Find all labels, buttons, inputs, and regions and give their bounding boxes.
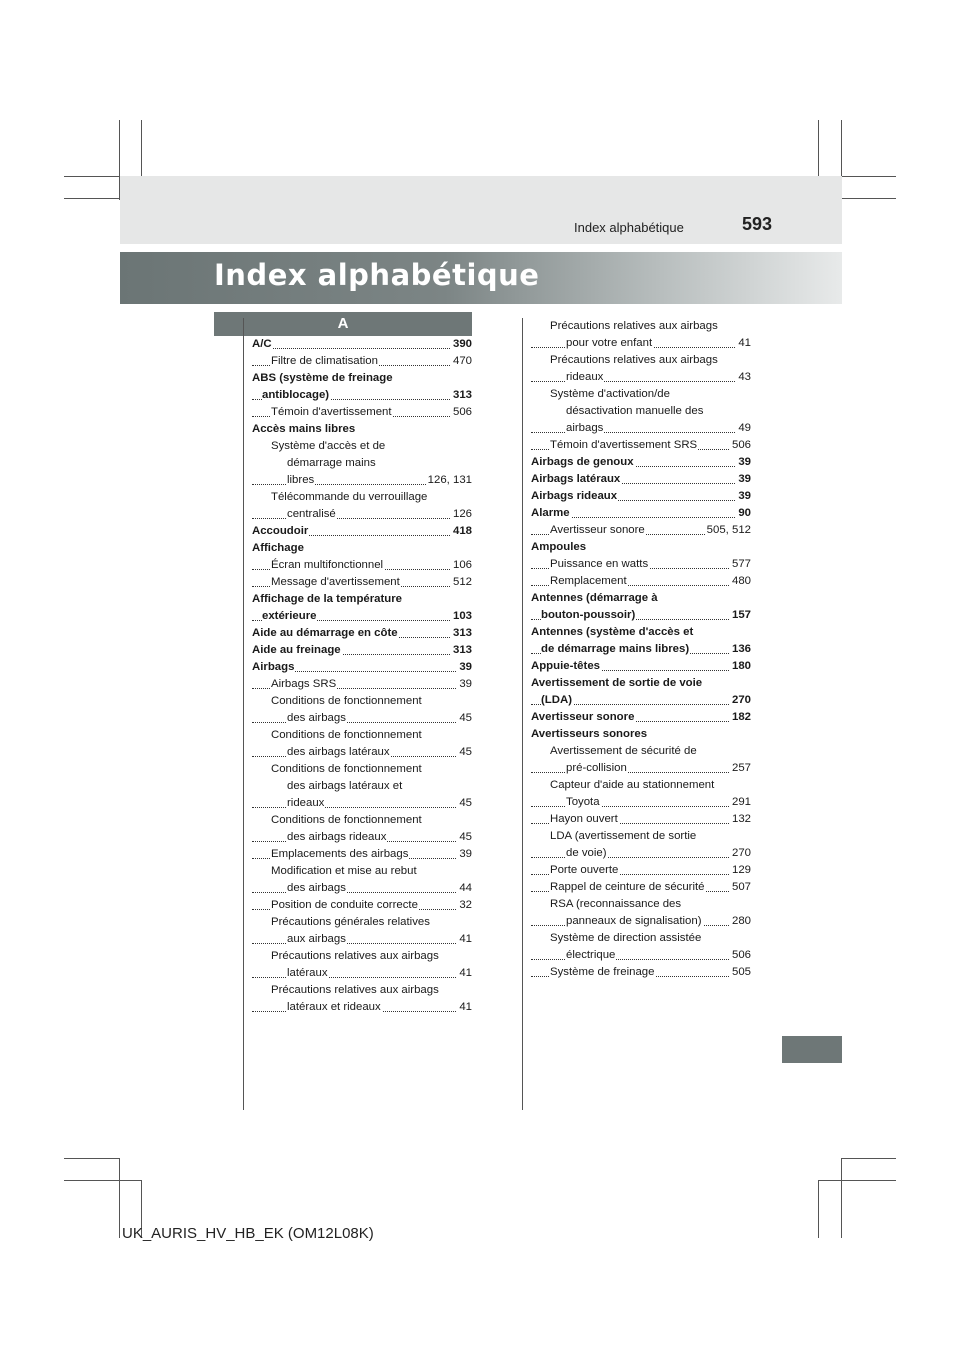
index-entry-text: LDA (avertissement de sortie bbox=[550, 830, 697, 842]
column-divider bbox=[243, 318, 244, 1110]
index-entry-page: 39 bbox=[736, 471, 751, 488]
index-entry bbox=[252, 591, 472, 608]
index-entry bbox=[252, 421, 472, 438]
index-entry-text: Avertissement de sécurité de bbox=[550, 745, 697, 757]
index-entry bbox=[252, 455, 472, 472]
index-entry bbox=[252, 625, 472, 642]
index-entry-page: 506 bbox=[730, 947, 751, 964]
index-entry-page: 505 bbox=[730, 964, 751, 981]
index-entry-text: Puissance en watts bbox=[550, 558, 649, 570]
index-entry bbox=[252, 982, 472, 999]
index-entry-text: Accès mains libres bbox=[252, 423, 356, 435]
index-entry-page: 157 bbox=[730, 607, 751, 624]
index-entry bbox=[252, 778, 472, 795]
index-entry-text: bouton-poussoir) bbox=[541, 609, 636, 621]
index-entry-text: Avertisseur sonore bbox=[531, 711, 635, 723]
index-entry-text: pour votre enfant bbox=[566, 337, 653, 349]
index-entry bbox=[252, 999, 472, 1016]
index-entry-page: 577 bbox=[730, 556, 751, 573]
index-entry-text: des airbags bbox=[287, 882, 346, 894]
index-entry-text: aux airbags bbox=[287, 933, 346, 945]
index-entry-text: Airbags bbox=[252, 661, 295, 673]
index-entry bbox=[531, 794, 751, 811]
index-entry bbox=[252, 642, 472, 659]
index-entry-page: 45 bbox=[457, 744, 472, 761]
index-entry-page: 45 bbox=[457, 710, 472, 727]
index-entry-text: Télécommande du verrouillage bbox=[271, 491, 428, 503]
index-entry bbox=[531, 624, 751, 641]
index-entry-text: des airbags rideaux bbox=[287, 831, 387, 843]
dot-leader bbox=[252, 518, 472, 519]
index-entry-text: Écran multifonctionnel bbox=[271, 559, 384, 571]
crop-mark bbox=[818, 1180, 896, 1181]
index-entry-page: 418 bbox=[451, 523, 472, 540]
index-entry-text: démarrage mains bbox=[287, 457, 376, 469]
index-entry bbox=[531, 641, 751, 658]
index-entry-text: électrique bbox=[566, 949, 616, 961]
index-entry bbox=[531, 590, 751, 607]
index-entry-text: Précautions relatives aux airbags bbox=[271, 950, 439, 962]
dot-leader bbox=[531, 806, 751, 807]
index-entry-text: Témoin d'avertissement SRS bbox=[550, 439, 698, 451]
index-entry-page: 41 bbox=[457, 965, 472, 982]
index-entry-page: 126, 131 bbox=[426, 472, 472, 489]
index-entry-text: Aide au freinage bbox=[252, 644, 341, 656]
index-entry-text: Airbags de genoux bbox=[531, 456, 634, 468]
index-entry-text: Conditions de fonctionnement bbox=[271, 695, 422, 707]
index-entry-text: A/C bbox=[252, 338, 272, 350]
index-entry-text: Précautions relatives aux airbags bbox=[271, 984, 439, 996]
index-entry-page: 180 bbox=[730, 658, 751, 675]
index-entry-text: Précautions générales relatives bbox=[271, 916, 430, 928]
crop-mark bbox=[64, 198, 120, 199]
index-entry-page: 90 bbox=[736, 505, 751, 522]
index-entry bbox=[252, 387, 472, 404]
index-entry-page: 103 bbox=[451, 608, 472, 625]
index-entry bbox=[531, 335, 751, 352]
index-entry-text: Témoin d'avertissement bbox=[271, 406, 392, 418]
index-entry bbox=[531, 607, 751, 624]
index-entry-page: 106 bbox=[451, 557, 472, 574]
dot-leader bbox=[252, 722, 472, 723]
index-entry bbox=[531, 505, 751, 522]
index-entry bbox=[252, 744, 472, 761]
index-entry-page: 39 bbox=[736, 454, 751, 471]
index-entry-text: Message d'avertissement bbox=[271, 576, 400, 588]
index-entry bbox=[531, 454, 751, 471]
index-entry-page: 313 bbox=[451, 642, 472, 659]
index-entry bbox=[252, 336, 472, 353]
index-entry-text: Système de freinage bbox=[550, 966, 655, 978]
crop-mark bbox=[842, 1158, 896, 1159]
index-entry-text: Filtre de climatisation bbox=[271, 355, 378, 367]
index-entry-page: 257 bbox=[730, 760, 751, 777]
dot-leader bbox=[531, 772, 751, 773]
index-entry-text: Porte ouverte bbox=[550, 864, 619, 876]
index-entry-page: 270 bbox=[730, 845, 751, 862]
index-entry bbox=[252, 523, 472, 540]
index-entry-page: 506 bbox=[730, 437, 751, 454]
index-entry bbox=[252, 829, 472, 846]
crop-mark bbox=[64, 1158, 120, 1159]
column-divider bbox=[522, 318, 523, 1110]
index-entry-text: Modification et mise au rebut bbox=[271, 865, 417, 877]
dot-leader bbox=[531, 959, 751, 960]
index-entry-page: 390 bbox=[451, 336, 472, 353]
crop-mark bbox=[842, 198, 896, 199]
index-entry-text: extérieure bbox=[262, 610, 317, 622]
index-entry bbox=[531, 658, 751, 675]
index-entry-text: Airbags rideaux bbox=[531, 490, 618, 502]
index-entry-text: Antennes (démarrage à bbox=[531, 592, 658, 604]
index-entry-text: Accoudoir bbox=[252, 525, 309, 537]
index-entry bbox=[252, 931, 472, 948]
index-entry bbox=[531, 743, 751, 760]
dot-leader bbox=[252, 807, 472, 808]
index-entry-page: 41 bbox=[736, 335, 751, 352]
index-entry-text: Système d'activation/de bbox=[550, 388, 670, 400]
index-entry-text: (LDA) bbox=[541, 694, 572, 706]
index-entry-page: 45 bbox=[457, 829, 472, 846]
crop-mark bbox=[64, 1180, 142, 1181]
index-entry-text: RSA (reconnaissance des bbox=[550, 898, 682, 910]
index-entry-text: Conditions de fonctionnement bbox=[271, 763, 422, 775]
index-entry bbox=[252, 846, 472, 863]
index-entry-text: Airbags SRS bbox=[271, 678, 337, 690]
index-entry bbox=[252, 353, 472, 370]
index-entry-text: Avertissement de sortie de voie bbox=[531, 677, 703, 689]
index-entry-text: Affichage de la température bbox=[252, 593, 403, 605]
index-entry-text: pré-collision bbox=[566, 762, 627, 774]
index-entry bbox=[531, 369, 751, 386]
crop-mark bbox=[119, 1158, 120, 1238]
index-entry bbox=[252, 897, 472, 914]
index-entry bbox=[531, 403, 751, 420]
index-entry bbox=[252, 914, 472, 931]
index-entry-text: des airbags bbox=[287, 712, 346, 724]
index-entry bbox=[531, 522, 751, 539]
index-entry-text: Antennes (système d'accès et bbox=[531, 626, 694, 638]
index-entry-text: Capteur d'aide au stationnement bbox=[550, 779, 715, 791]
index-entry-page: 270 bbox=[730, 692, 751, 709]
index-entry-text: Ampoules bbox=[531, 541, 587, 553]
index-entry-text: Remplacement bbox=[550, 575, 627, 587]
index-entry-page: 506 bbox=[451, 404, 472, 421]
index-entry bbox=[531, 811, 751, 828]
index-entry-text: de voie) bbox=[566, 847, 607, 859]
index-entry-text: centralisé bbox=[287, 508, 336, 520]
index-entry-text: Avertisseur sonore bbox=[550, 524, 645, 536]
index-entry-page: 512 bbox=[451, 574, 472, 591]
index-entry bbox=[531, 828, 751, 845]
index-entry-page: 182 bbox=[730, 709, 751, 726]
index-entry bbox=[252, 710, 472, 727]
index-entry bbox=[531, 556, 751, 573]
dot-leader bbox=[252, 892, 472, 893]
index-entry bbox=[252, 472, 472, 489]
index-entry bbox=[531, 675, 751, 692]
crop-mark bbox=[841, 1158, 842, 1238]
index-entry bbox=[252, 812, 472, 829]
index-entry-text: de démarrage mains libres) bbox=[541, 643, 690, 655]
index-entry bbox=[252, 761, 472, 778]
index-entry-page: 136 bbox=[730, 641, 751, 658]
index-entry-page: 39 bbox=[457, 846, 472, 863]
index-entry bbox=[252, 540, 472, 557]
index-entry-page: 280 bbox=[730, 913, 751, 930]
index-entry-text: Conditions de fonctionnement bbox=[271, 729, 422, 741]
index-entry bbox=[531, 488, 751, 505]
index-entry-page: 39 bbox=[457, 659, 472, 676]
index-entry-text: libres bbox=[287, 474, 315, 486]
index-entry bbox=[531, 913, 751, 930]
section-letter: A bbox=[214, 312, 472, 336]
index-entry bbox=[531, 709, 751, 726]
index-entry bbox=[531, 777, 751, 794]
crop-mark bbox=[818, 1180, 819, 1238]
index-entry bbox=[252, 438, 472, 455]
index-entry-page: 313 bbox=[451, 387, 472, 404]
index-entry-page: 41 bbox=[457, 931, 472, 948]
index-entry-page: 507 bbox=[730, 879, 751, 896]
header-band bbox=[120, 176, 842, 244]
index-entry-text: Système de direction assistée bbox=[550, 932, 702, 944]
index-entry-page: 126 bbox=[451, 506, 472, 523]
index-entry bbox=[252, 659, 472, 676]
index-entry-page: 39 bbox=[736, 488, 751, 505]
index-entry-text: rideaux bbox=[566, 371, 604, 383]
index-entry bbox=[531, 726, 751, 743]
index-entry bbox=[531, 471, 751, 488]
index-entry bbox=[252, 727, 472, 744]
index-entry-text: rideaux bbox=[287, 797, 325, 809]
index-entry bbox=[531, 352, 751, 369]
index-entry bbox=[531, 318, 751, 335]
index-entry bbox=[531, 845, 751, 862]
index-entry-page: 39 bbox=[457, 676, 472, 693]
index-entry-text: désactivation manuelle des bbox=[566, 405, 704, 417]
index-entry-page: 32 bbox=[457, 897, 472, 914]
index-column-right bbox=[531, 318, 751, 981]
index-entry bbox=[252, 574, 472, 591]
index-entry-page: 505, 512 bbox=[705, 522, 751, 539]
index-entry-text: Précautions relatives aux airbags bbox=[550, 354, 718, 366]
index-entry-page: 291 bbox=[730, 794, 751, 811]
index-entry bbox=[252, 506, 472, 523]
header-title: Index alphabétique bbox=[574, 220, 684, 235]
dot-leader bbox=[252, 943, 472, 944]
index-entry-text: Avertisseurs sonores bbox=[531, 728, 648, 740]
dot-leader bbox=[531, 432, 751, 433]
index-entry bbox=[252, 965, 472, 982]
index-entry bbox=[531, 692, 751, 709]
index-entry-text: Position de conduite correcte bbox=[271, 899, 418, 911]
index-entry-text: Affichage bbox=[252, 542, 304, 554]
index-entry bbox=[252, 693, 472, 710]
index-entry-text: des airbags latéraux bbox=[287, 746, 390, 758]
page-title: Index alphabétique bbox=[214, 258, 540, 292]
dot-leader bbox=[252, 348, 472, 349]
index-entry-text: Airbags latéraux bbox=[531, 473, 621, 485]
dot-leader bbox=[531, 381, 751, 382]
index-entry bbox=[252, 404, 472, 421]
index-entry-page: 44 bbox=[457, 880, 472, 897]
index-entry bbox=[252, 948, 472, 965]
index-entry-text: Toyota bbox=[566, 796, 600, 808]
index-entry-text: latéraux et rideaux bbox=[287, 1001, 381, 1013]
index-entry-text: Aide au démarrage en côte bbox=[252, 627, 398, 639]
index-entry-text: Emplacements des airbags bbox=[271, 848, 409, 860]
index-entry bbox=[531, 386, 751, 403]
index-entry-page: 313 bbox=[451, 625, 472, 642]
index-entry-page: 43 bbox=[736, 369, 751, 386]
index-entry-page: 470 bbox=[451, 353, 472, 370]
index-entry bbox=[531, 539, 751, 556]
index-entry bbox=[531, 573, 751, 590]
index-entry-page: 41 bbox=[457, 999, 472, 1016]
index-entry bbox=[531, 862, 751, 879]
index-entry bbox=[531, 420, 751, 437]
index-entry-page: 129 bbox=[730, 862, 751, 879]
page-number: 593 bbox=[742, 214, 773, 234]
index-entry bbox=[252, 608, 472, 625]
index-entry bbox=[252, 795, 472, 812]
index-entry-text: Hayon ouvert bbox=[550, 813, 618, 825]
index-entry bbox=[252, 880, 472, 897]
index-entry-text: des airbags latéraux et bbox=[287, 780, 403, 792]
index-entry-page: 480 bbox=[730, 573, 751, 590]
index-entry-text: antiblocage) bbox=[262, 389, 330, 401]
index-entry-text: Conditions de fonctionnement bbox=[271, 814, 422, 826]
index-entry bbox=[252, 557, 472, 574]
index-entry bbox=[531, 964, 751, 981]
index-entry-page: 132 bbox=[730, 811, 751, 828]
index-entry bbox=[252, 489, 472, 506]
index-entry-text: panneaux de signalisation) bbox=[566, 915, 702, 927]
index-entry bbox=[531, 930, 751, 947]
index-entry bbox=[252, 863, 472, 880]
index-entry bbox=[531, 896, 751, 913]
index-entry-text: Rappel de ceinture de sécurité bbox=[550, 881, 705, 893]
index-entry bbox=[531, 947, 751, 964]
index-entry bbox=[531, 760, 751, 777]
index-entry-text: Alarme bbox=[531, 507, 570, 519]
side-tab bbox=[782, 1036, 842, 1063]
index-entry-text: airbags bbox=[566, 422, 604, 434]
index-entry bbox=[252, 370, 472, 387]
index-entry-page: 45 bbox=[457, 795, 472, 812]
index-entry bbox=[252, 676, 472, 693]
index-entry-text: Précautions relatives aux airbags bbox=[550, 320, 718, 332]
index-entry bbox=[531, 879, 751, 896]
index-entry-text: latéraux bbox=[287, 967, 328, 979]
index-entry-text: Appuie-têtes bbox=[531, 660, 600, 672]
footer-code: UK_AURIS_HV_HB_EK (OM12L08K) bbox=[122, 1225, 374, 1242]
dot-leader bbox=[531, 857, 751, 858]
dot-leader bbox=[252, 977, 472, 978]
index-entry-text: Système d'accès et de bbox=[271, 440, 386, 452]
index-entry-text: ABS (système de freinage bbox=[252, 372, 393, 384]
index-entry bbox=[531, 437, 751, 454]
index-entry-page: 49 bbox=[736, 420, 751, 437]
index-column-left bbox=[252, 336, 472, 1016]
